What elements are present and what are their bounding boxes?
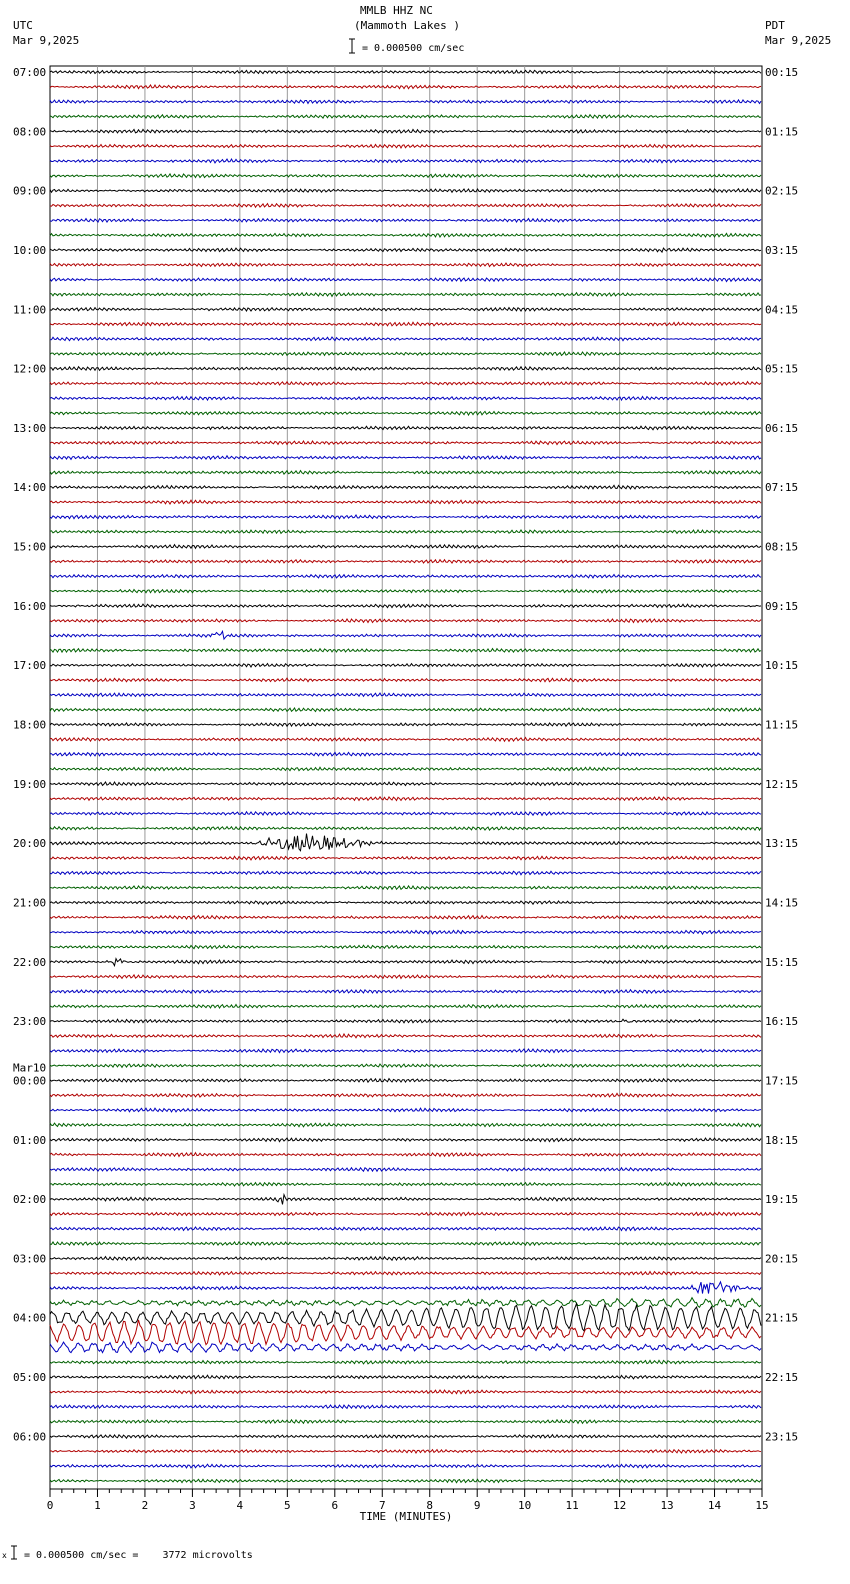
trace-line	[50, 1005, 761, 1009]
footer-scale-note: = 0.000500 cm/sec = 3772 microvolts	[24, 1550, 253, 1561]
left-hour-label: 21:00	[13, 896, 47, 910]
trace-line	[50, 782, 761, 786]
left-hour-label: 08:00	[13, 125, 47, 139]
trace-line	[50, 797, 761, 801]
x-tick-label: 2	[141, 1499, 149, 1512]
trace-line	[50, 901, 761, 904]
trace-line	[50, 1479, 761, 1483]
trace-line	[50, 975, 761, 979]
right-hour-label: 19:15	[765, 1193, 799, 1207]
trace-line	[50, 1153, 761, 1157]
trace-line	[50, 752, 761, 756]
right-hour-label: 21:15	[765, 1311, 799, 1325]
trace-line	[50, 159, 761, 163]
x-tick-label: 6	[331, 1499, 339, 1512]
left-timezone: UTC	[13, 19, 33, 32]
trace-line	[50, 545, 761, 549]
station-title: MMLB HHZ NC	[360, 4, 433, 17]
trace-line	[50, 85, 761, 89]
trace-line	[50, 485, 761, 489]
right-hour-label: 02:15	[765, 184, 799, 198]
left-hour-label: 22:00	[13, 955, 47, 969]
trace-line	[50, 619, 761, 623]
trace-line	[50, 589, 761, 592]
trace-line	[50, 471, 761, 475]
right-hour-label: 13:15	[765, 837, 799, 851]
trace-line	[50, 631, 761, 639]
left-date: Mar 9,2025	[13, 34, 80, 47]
trace-line	[50, 930, 761, 934]
trace-line	[50, 1034, 761, 1038]
date-change-label: Mar10	[13, 1061, 47, 1075]
trace-line	[50, 723, 761, 726]
left-hour-label: 11:00	[13, 303, 47, 317]
right-date: Mar 9,2025	[765, 34, 832, 47]
trace-line	[50, 189, 761, 193]
x-axis-title: TIME (MINUTES)	[359, 1510, 453, 1523]
trace-line	[50, 426, 761, 430]
left-hour-label: 06:00	[13, 1430, 47, 1444]
right-hour-label: 07:15	[765, 481, 799, 495]
left-hour-label: 23:00	[13, 1015, 47, 1029]
trace-line	[50, 1342, 761, 1353]
trace-line	[50, 990, 761, 994]
trace-line	[50, 278, 761, 282]
right-hour-label: 23:15	[765, 1430, 799, 1444]
right-hour-label: 08:15	[765, 540, 799, 554]
trace-line	[50, 1257, 761, 1261]
x-tick-label: 3	[189, 1499, 196, 1512]
right-hour-label: 06:15	[765, 421, 799, 435]
trace-line	[50, 1405, 761, 1408]
right-hour-label: 20:15	[765, 1252, 799, 1266]
trace-line	[50, 367, 761, 371]
x-tick-label: 8	[426, 1499, 434, 1512]
left-hour-label: 15:00	[13, 540, 47, 554]
right-hour-label: 03:15	[765, 243, 799, 257]
trace-line	[50, 575, 761, 578]
trace-line	[50, 397, 761, 401]
trace-line	[50, 649, 761, 653]
left-hour-label: 14:00	[13, 481, 47, 495]
left-hour-label: 20:00	[13, 837, 47, 851]
trace-line	[50, 1227, 761, 1231]
trace-line	[50, 500, 761, 504]
right-hour-label: 22:15	[765, 1371, 799, 1385]
location-subtitle: (Mammoth Lakes )	[354, 19, 460, 32]
x-tick-label: 5	[284, 1499, 291, 1512]
trace-line	[50, 856, 761, 860]
trace-line	[50, 1242, 761, 1246]
right-hour-label: 01:15	[765, 125, 799, 139]
right-hour-label: 04:15	[765, 303, 799, 317]
trace-line	[50, 337, 761, 341]
trace-line	[50, 100, 761, 104]
trace-line	[50, 515, 761, 519]
trace-line	[50, 263, 761, 267]
x-tick-label: 10	[518, 1499, 532, 1512]
trace-line	[50, 693, 761, 697]
left-hour-label: 04:00	[13, 1311, 47, 1325]
trace-line	[50, 1138, 761, 1142]
trace-line	[50, 678, 761, 682]
right-hour-label: 11:15	[765, 718, 799, 732]
trace-line	[50, 1320, 761, 1345]
trace-line	[50, 1435, 761, 1439]
trace-line	[50, 1390, 761, 1394]
trace-line	[50, 604, 761, 608]
trace-line	[50, 1464, 761, 1468]
left-hour-label: 01:00	[13, 1133, 47, 1147]
right-hour-label: 05:15	[765, 362, 799, 376]
trace-line	[50, 1123, 761, 1127]
trace-line	[50, 233, 761, 237]
right-hour-label: 17:15	[765, 1074, 799, 1088]
footer-marker: x	[2, 1551, 7, 1560]
trace-line	[50, 916, 761, 920]
trace-line	[50, 1195, 761, 1205]
left-hour-label: 18:00	[13, 718, 47, 732]
trace-line	[50, 1375, 761, 1379]
trace-line	[50, 1450, 761, 1453]
trace-line	[50, 959, 761, 966]
trace-line	[50, 1298, 761, 1308]
trace-line	[50, 1064, 761, 1067]
x-tick-label: 1	[94, 1499, 101, 1512]
left-hour-label: 07:00	[13, 66, 47, 79]
trace-line	[50, 293, 761, 297]
x-tick-label: 0	[46, 1499, 54, 1512]
right-hour-label: 00:15	[765, 66, 799, 79]
left-hour-label: 05:00	[13, 1371, 47, 1385]
trace-line	[50, 322, 761, 326]
trace-line	[50, 1360, 761, 1364]
left-hour-label: 16:00	[13, 599, 47, 613]
trace-line	[50, 70, 761, 73]
trace-line	[50, 945, 761, 948]
x-tick-label: 15	[755, 1499, 769, 1512]
trace-line	[50, 1420, 761, 1424]
trace-line	[50, 441, 761, 445]
trace-line	[50, 767, 761, 771]
trace-line	[50, 738, 761, 742]
left-hour-label: 10:00	[13, 243, 47, 257]
trace-line	[50, 1272, 761, 1276]
scale-label: = 0.000500 cm/sec	[362, 43, 465, 54]
right-hour-label: 16:15	[765, 1015, 799, 1029]
x-tick-label: 13	[660, 1499, 674, 1512]
trace-line	[50, 886, 761, 889]
x-tick-label: 7	[378, 1499, 386, 1512]
left-hour-label: 00:00	[13, 1074, 47, 1088]
trace-line	[50, 664, 761, 668]
trace-line	[50, 219, 761, 223]
trace-line	[50, 308, 761, 312]
left-hour-label: 17:00	[13, 659, 47, 673]
trace-line	[50, 129, 761, 133]
trace-line	[50, 248, 761, 252]
trace-line	[50, 834, 761, 851]
left-hour-label: 02:00	[13, 1193, 47, 1207]
right-hour-label: 15:15	[765, 955, 799, 969]
trace-line	[50, 1282, 761, 1294]
left-hour-label: 19:00	[13, 777, 47, 791]
trace-line	[50, 1079, 761, 1083]
x-tick-label: 4	[236, 1499, 244, 1512]
trace-line	[50, 1212, 761, 1216]
x-tick-label: 14	[707, 1499, 722, 1512]
trace-line	[50, 812, 761, 816]
x-tick-label: 11	[565, 1499, 579, 1512]
trace-line	[50, 1049, 761, 1053]
trace-line	[50, 204, 761, 208]
trace-line	[50, 174, 761, 178]
trace-line	[50, 708, 761, 712]
trace-line	[50, 1093, 761, 1097]
trace-line	[50, 382, 761, 386]
left-hour-label: 12:00	[13, 362, 47, 376]
right-hour-label: 09:15	[765, 599, 799, 613]
right-hour-label: 18:15	[765, 1133, 799, 1147]
trace-line	[50, 871, 761, 874]
trace-line	[50, 115, 761, 118]
left-hour-label: 13:00	[13, 421, 47, 435]
trace-line	[50, 1183, 761, 1186]
trace-line	[50, 1108, 761, 1112]
trace-line	[50, 411, 761, 415]
left-hour-label: 03:00	[13, 1252, 47, 1266]
trace-line	[50, 456, 761, 460]
right-hour-label: 10:15	[765, 659, 799, 673]
seismic-traces	[50, 70, 761, 1483]
trace-line	[50, 145, 761, 149]
right-hour-label: 14:15	[765, 896, 799, 910]
right-hour-label: 12:15	[765, 777, 799, 791]
trace-line	[50, 827, 761, 831]
time-axis	[47, 1489, 769, 1523]
trace-line	[50, 1168, 761, 1172]
left-hour-label: 09:00	[13, 184, 47, 198]
trace-line	[50, 560, 761, 564]
right-timezone: PDT	[765, 19, 785, 32]
x-tick-label: 12	[612, 1499, 627, 1512]
x-tick-label: 9	[473, 1499, 481, 1512]
trace-line	[50, 530, 761, 533]
trace-line	[50, 1019, 761, 1023]
trace-line	[50, 352, 761, 356]
